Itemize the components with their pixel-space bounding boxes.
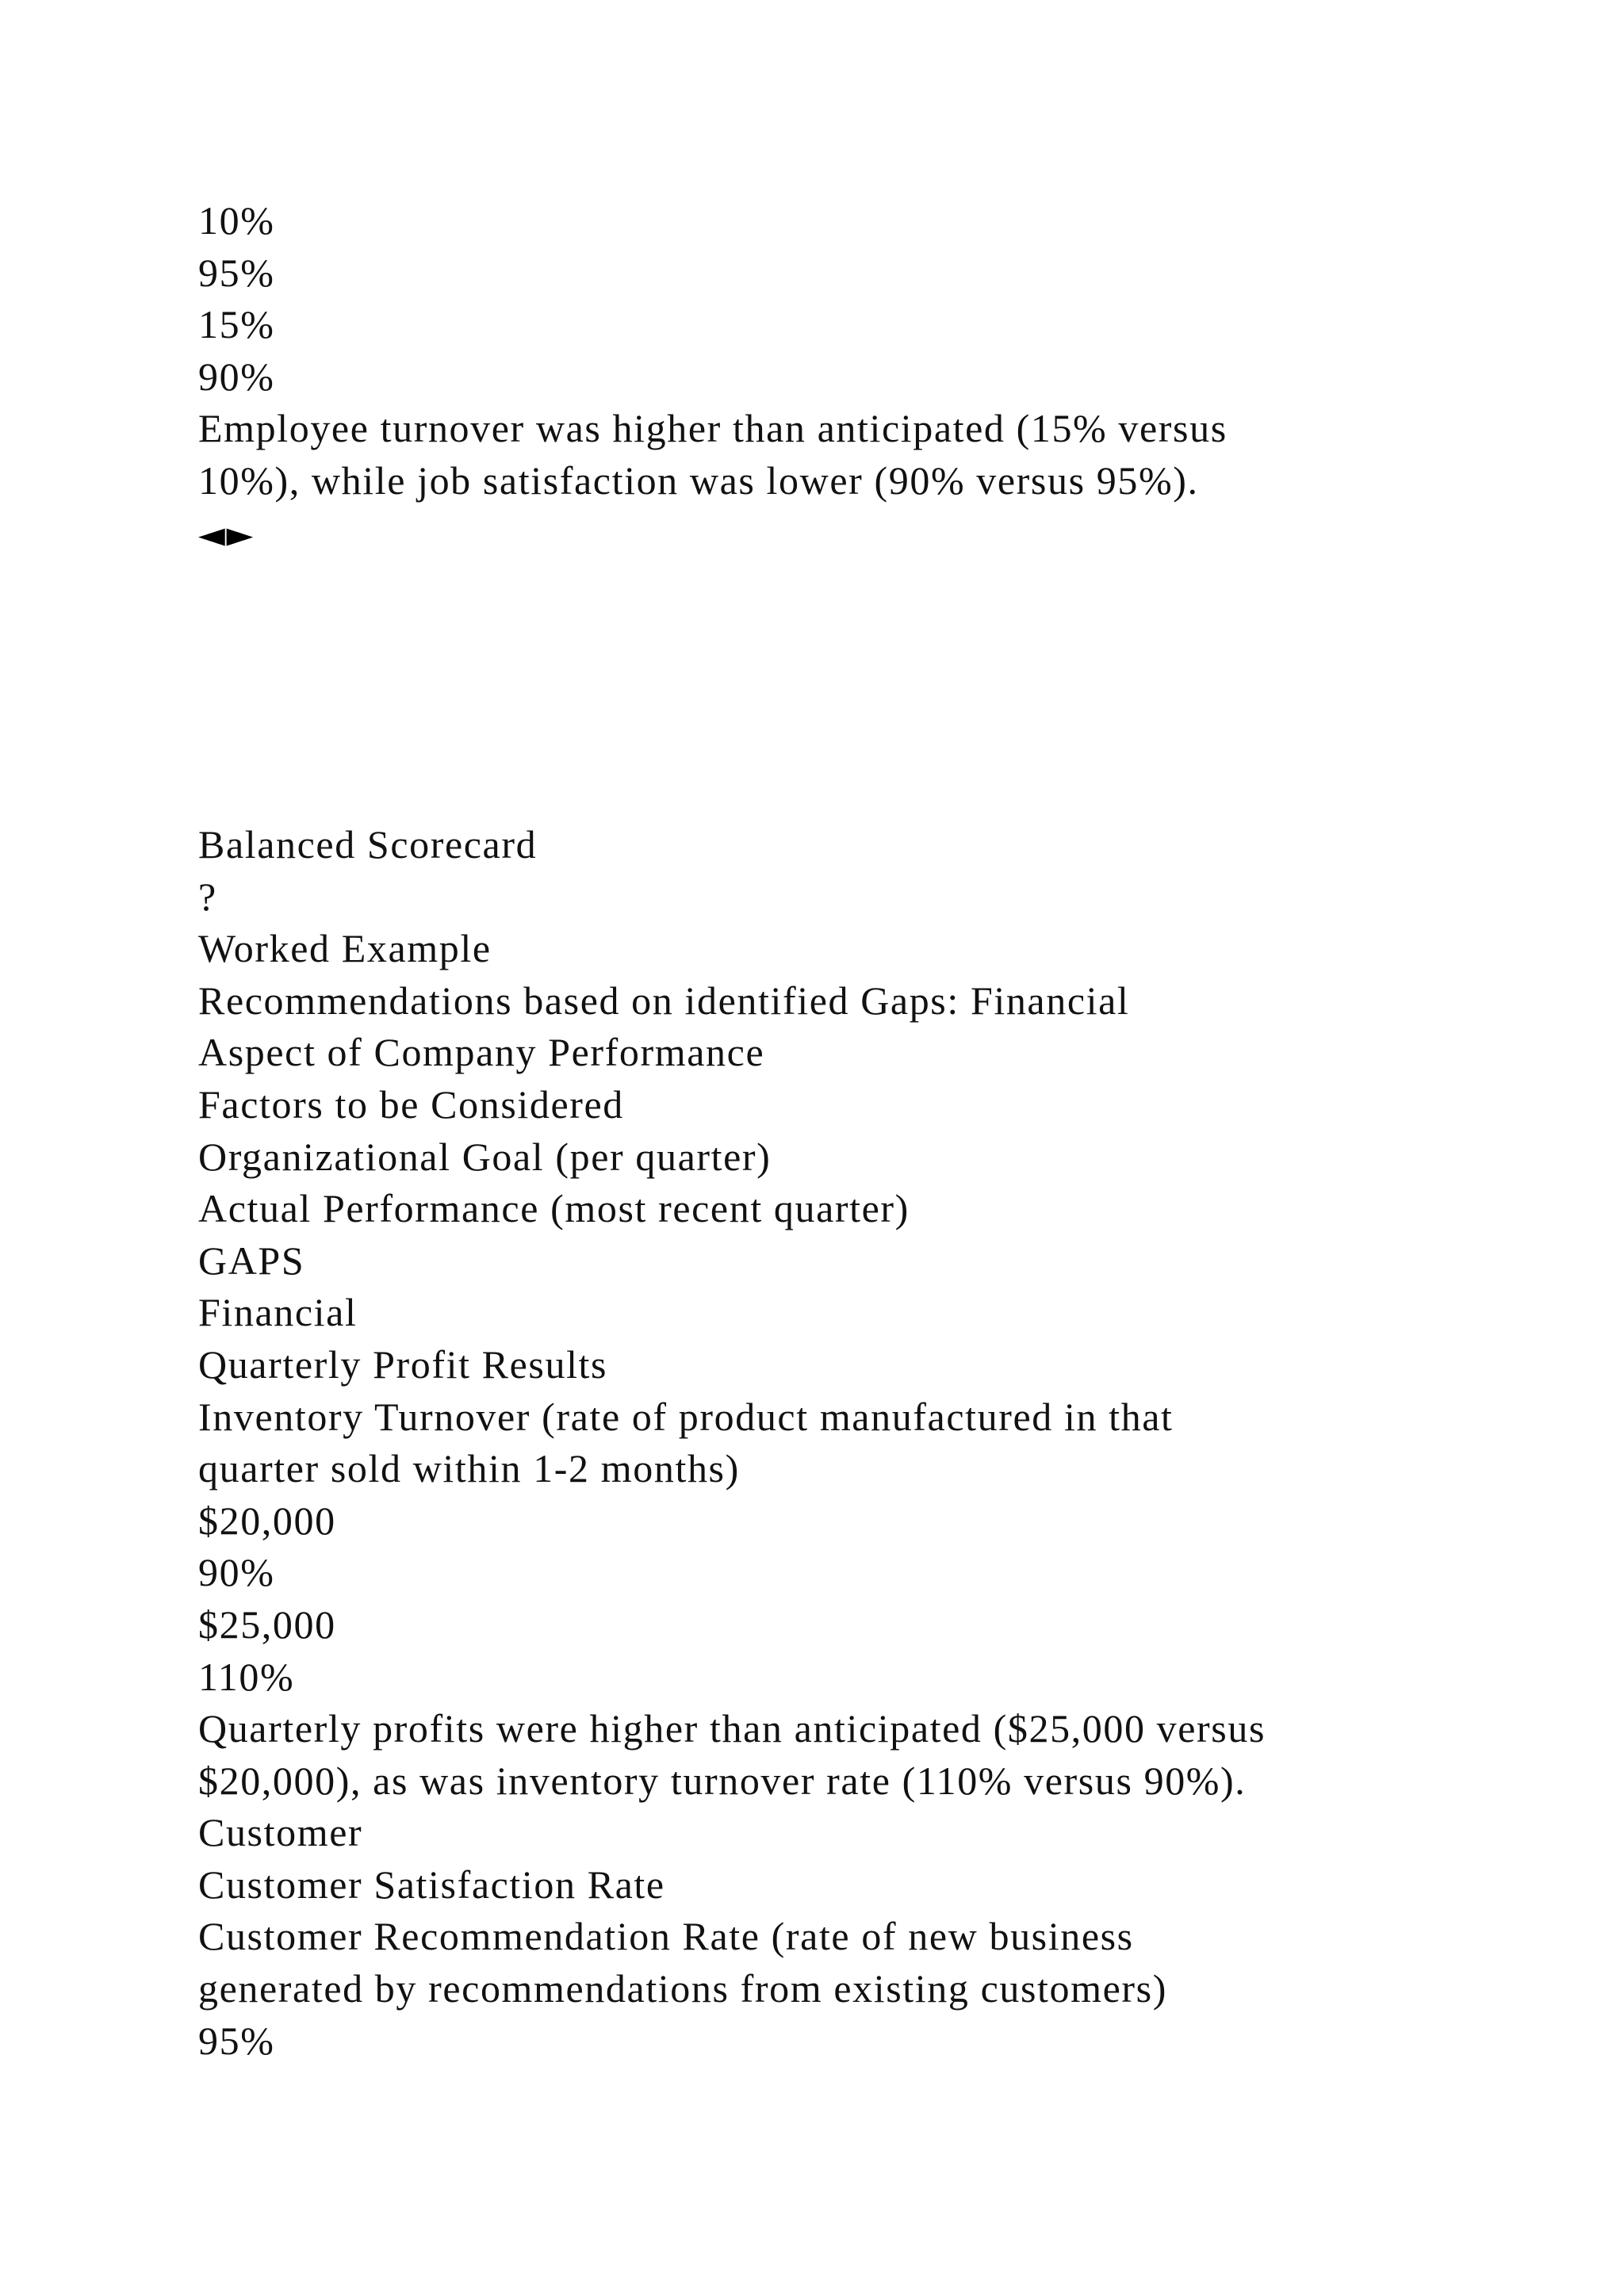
text-line: 95% xyxy=(198,2018,275,2063)
text-line: 10% xyxy=(198,198,275,243)
text-line: Organizational Goal (per quarter) xyxy=(198,1134,772,1179)
previous-arrow-icon[interactable]: ◄ xyxy=(198,514,227,555)
text-line: Quarterly profits were higher than anticipated ($25,000 versus xyxy=(198,1706,1266,1751)
text-line: 110% xyxy=(198,1654,295,1699)
text-line: Factors to be Considered xyxy=(198,1081,624,1127)
text-line: ? xyxy=(198,874,217,919)
nav-arrows xyxy=(198,507,1467,560)
text-line: $25,000 xyxy=(198,1601,336,1647)
text-line: Financial xyxy=(198,1290,358,1335)
text-line: Customer Satisfaction Rate xyxy=(198,1862,665,1907)
text-line: Customer xyxy=(198,1810,363,1855)
text-line: 90% xyxy=(198,1550,275,1595)
employee-metrics-section xyxy=(198,195,1467,559)
balanced-scorecard-section xyxy=(198,819,1467,2067)
text-line: Aspect of Company Performance xyxy=(198,1030,765,1075)
text-line: $20,000), as was inventory turnover rate (110% versus 90%). xyxy=(198,1758,1247,1803)
text-line: Quarterly Profit Results xyxy=(198,1341,608,1387)
text-line: $20,000 xyxy=(198,1498,336,1543)
text-line: 10%), while job satisfaction was lower (90% versus 95%). xyxy=(198,457,1199,503)
text-line: Customer Recommendation Rate (rate of new business xyxy=(198,1914,1134,1959)
text-line: 15% xyxy=(198,302,275,347)
text-line: 95% xyxy=(198,250,275,295)
text-line: Worked Example xyxy=(198,926,492,971)
text-line: quarter sold within 1-2 months) xyxy=(198,1446,740,1491)
text-line: Actual Performance (most recent quarter) xyxy=(198,1186,910,1231)
text-line: Inventory Turnover (rate of product manufactured in that xyxy=(198,1394,1174,1439)
text-line: Employee turnover was higher than anticipated (15% versus xyxy=(198,406,1228,451)
text-line: 90% xyxy=(198,354,275,399)
section-title: Balanced Scorecard xyxy=(198,822,538,867)
text-line: Recommendations based on identified Gaps: Financial xyxy=(198,978,1130,1023)
text-line: generated by recommendations from existing customers) xyxy=(198,1966,1167,2011)
next-arrow-icon[interactable]: ► xyxy=(226,514,255,555)
text-line: GAPS xyxy=(198,1238,305,1283)
